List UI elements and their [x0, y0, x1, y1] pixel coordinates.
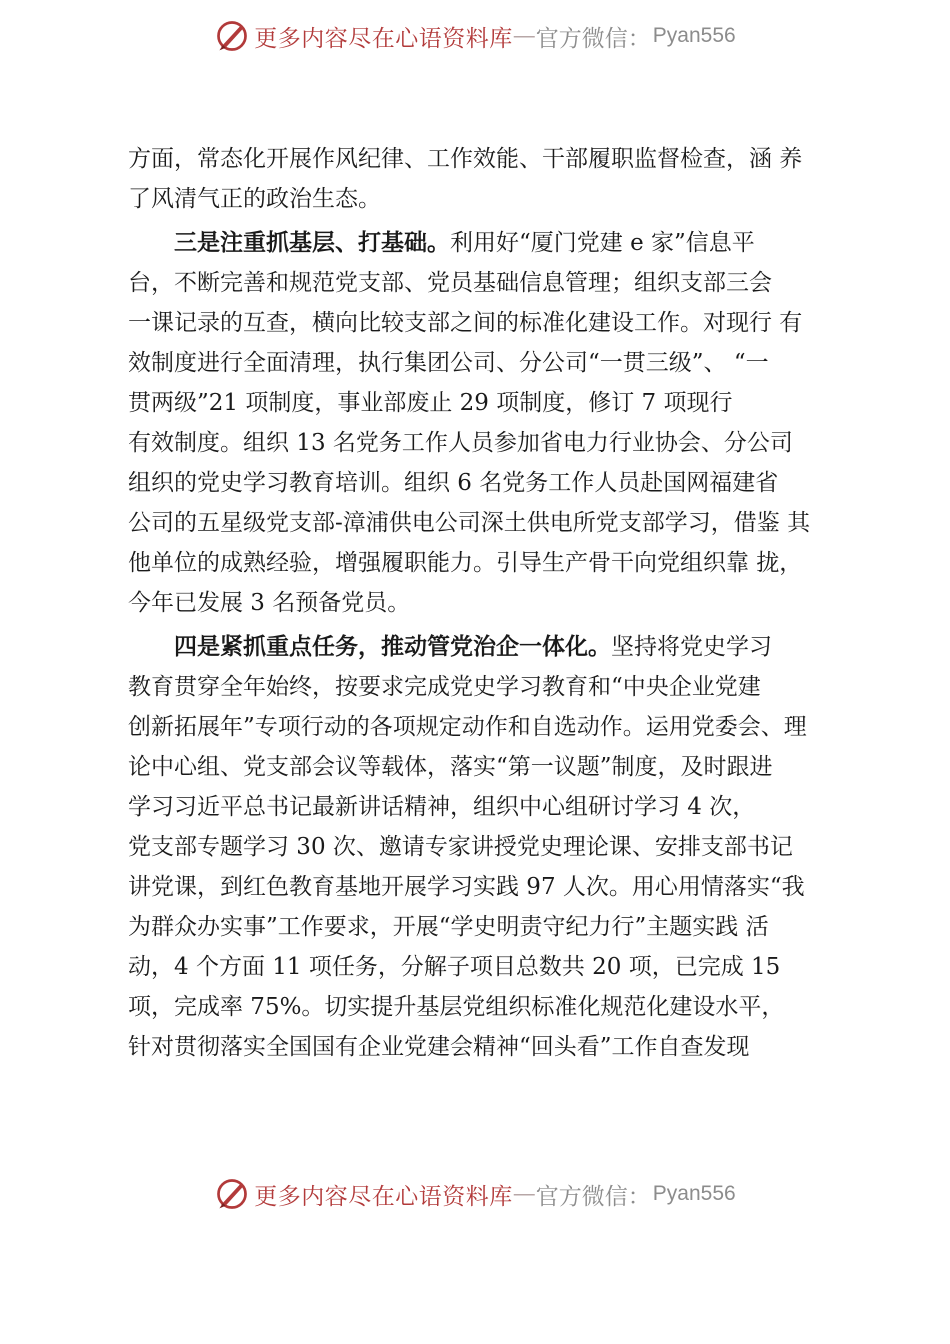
paragraph-first-line: [128, 627, 836, 667]
header-slogan: 更多内容尽在心语资料库: [254, 25, 513, 52]
text-line: 组织的党史学习教育培训。组织 6 名党务工作人员赴国网福建省: [128, 470, 779, 496]
footer-separator: —: [512, 1181, 536, 1207]
text-line: 了风清气正的政治生态。: [128, 186, 381, 212]
paragraph-heading: 四是紧抓重点任务，推动管党治企一体化。: [174, 634, 611, 660]
text-line: 一课记录的互查，横向比较支部之间的标准化建设工作。对现行 有: [128, 310, 803, 336]
text-line: 动，4 个方面 11 项任务，分解子项目总数共 20 项，已完成 15: [128, 954, 781, 980]
text-line: 论中心组、党支部会议等载体，落实“第一议题”制度，及时跟进: [128, 754, 773, 780]
text-line: 方面，常态化开展作风纪律、工作效能、干部履职监督检查，涵 养: [128, 146, 803, 172]
text-line: 学习习近平总书记最新讲话精神，组织中心组研讨学习 4 次，: [128, 794, 756, 820]
footer-banner: [0, 1172, 950, 1216]
text-line: 针对贯彻落实全国国有企业党建会精神“回头看”工作自查发现: [128, 1034, 750, 1060]
paragraph-heading: 三是注重抓基层、打基础。: [174, 230, 450, 256]
text-line: 效制度进行全面清理，执行集团公司、分公司“一贯三级”、 “一: [128, 350, 769, 376]
paragraph-1: [128, 139, 836, 219]
footer-wechat-label: 官方微信：: [535, 1183, 651, 1210]
text-line: 创新拓展年”专项行动的各项规定动作和自选动作。运用党委会、理: [128, 714, 807, 740]
text-line: 教育贯穿全年始终，按要求完成党史学习教育和“中央企业党建: [128, 674, 761, 700]
text-line: 项，完成率 75%。切实提升基层党组织标准化规范化建设水平，: [128, 994, 785, 1020]
text-line: 贯两级”21 项制度，事业部废止 29 项制度，修订 7 项现行: [128, 390, 733, 416]
document-body: [128, 139, 836, 1067]
text-line: 他单位的成熟经验，增强履职能力。引导生产骨干向党组织靠 拢，: [128, 550, 803, 576]
text-span: 坚持将党史学习: [611, 634, 772, 660]
text-line: 党支部专题学习 30 次、邀请专家讲授党史理论课、安排支部书记: [128, 834, 793, 860]
header-banner: [0, 14, 950, 58]
paragraph-3: [128, 627, 836, 1067]
footer-wechat-id: Pyan556: [652, 1182, 736, 1205]
quill-pen-logo-icon: [214, 18, 250, 54]
paragraph-first-line: [128, 223, 836, 263]
text-line: 有效制度。组织 13 名党务工作人员参加省电力行业协会、分公司: [128, 430, 793, 456]
text-line: 讲党课，到红色教育基地开展学习实践 97 人次。用心用情落实“我: [128, 874, 805, 900]
text-line: 台，不断完善和规范党支部、党员基础信息管理；组织支部三会: [128, 270, 772, 296]
text-span: 利用好“厦门党建 e 家”信息平: [450, 230, 755, 256]
header-wechat-id: Pyan556: [652, 24, 736, 47]
text-line: 公司的五星级党支部-漳浦供电公司深土供电所党支部学习，借鉴 其: [128, 510, 811, 536]
header-wechat-label: 官方微信：: [535, 25, 651, 52]
quill-pen-logo-icon: [214, 1176, 250, 1212]
paragraph-2: [128, 223, 836, 623]
text-line: 为群众办实事”工作要求，开展“学史明责守纪力行”主题实践 活: [128, 914, 769, 940]
header-separator: —: [512, 23, 536, 49]
text-line: 今年已发展 3 名预备党员。: [128, 590, 411, 616]
footer-slogan: 更多内容尽在心语资料库: [254, 1183, 513, 1210]
